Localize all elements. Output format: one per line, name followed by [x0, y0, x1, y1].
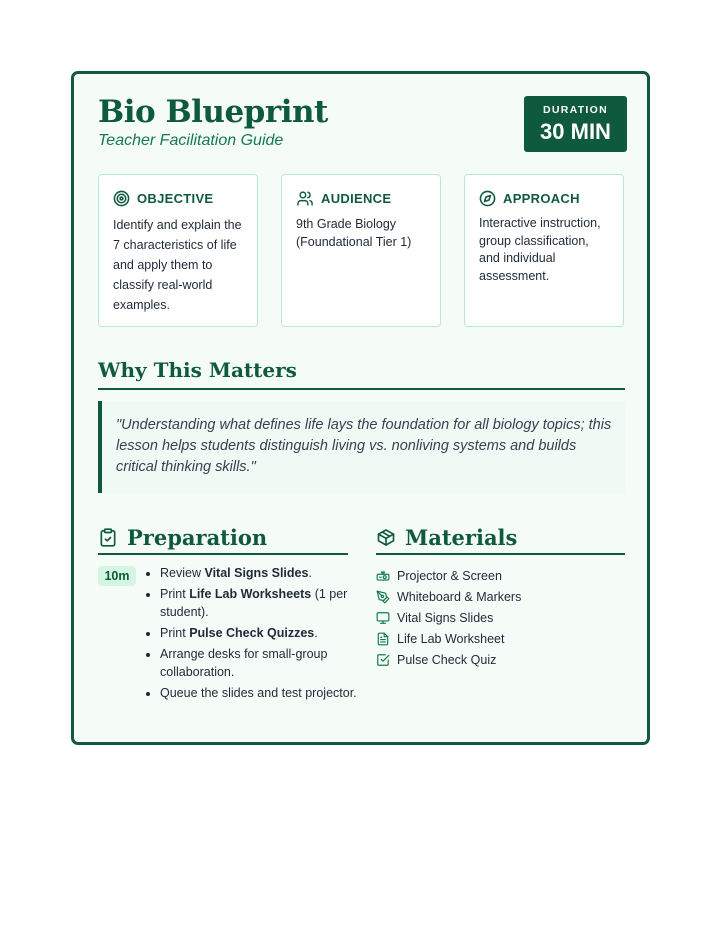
page-title: Bio Blueprint [98, 94, 328, 130]
target-icon [113, 190, 130, 207]
list-item: Pulse Check Quiz [376, 649, 521, 670]
audience-heading: AUDIENCE [321, 190, 392, 206]
checkbox-icon [376, 653, 390, 667]
projector-icon [376, 569, 390, 583]
list-item: Vital Signs Slides [376, 607, 521, 628]
objective-heading: OBJECTIVE [137, 190, 214, 206]
file-text-icon [376, 632, 390, 646]
users-icon [296, 190, 314, 207]
time-tag: 10m [98, 566, 136, 586]
duration-label: DURATION [542, 104, 609, 116]
list-item: Whiteboard & Markers [376, 586, 521, 607]
why-quote: "Understanding what defines life lays the foundation for all biology topics; this lesson helps students distinguish living vs. nonliving systems and builds critical thinking skills." [98, 401, 625, 493]
preparation-divider [98, 553, 348, 555]
materials-list [376, 565, 521, 670]
duration-value: 30 MIN [540, 119, 611, 144]
compass-icon [479, 190, 496, 207]
list-item: • Review Vital Signs Slides. [160, 564, 360, 582]
materials-heading: Materials [405, 525, 518, 550]
objective-card [98, 174, 258, 327]
approach-heading: APPROACH [503, 190, 580, 206]
list-item: • Print Pulse Check Quizzes. [160, 624, 360, 642]
why-divider [98, 388, 625, 390]
preparation-heading: Preparation [127, 525, 268, 550]
monitor-icon [376, 611, 390, 625]
duration-badge [524, 96, 627, 152]
audience-card [281, 174, 441, 327]
preparation-header [98, 525, 267, 550]
package-icon [376, 527, 396, 548]
materials-divider [376, 553, 625, 555]
list-item: Projector & Screen [376, 565, 521, 586]
pen-icon [376, 590, 390, 604]
materials-header [376, 525, 517, 550]
clipboard-check-icon [98, 527, 118, 548]
approach-text: Interactive instruction, group classification, and individual assessment. [479, 216, 601, 283]
list-item: • Arrange desks for small-group collaboration. [160, 645, 360, 681]
preparation-list [142, 564, 360, 705]
why-heading: Why This Matters [98, 358, 297, 382]
list-item: • Queue the slides and test projector. [160, 684, 360, 702]
list-item: • Print Life Lab Worksheets (1 per student). [160, 585, 360, 621]
audience-text: 9th Grade Biology (Foundational Tier 1) [296, 217, 412, 249]
list-item: Life Lab Worksheet [376, 628, 521, 649]
approach-card [464, 174, 624, 327]
objective-text: Identify and explain the 7 characteristics of life and apply them to classify real-world examples. [113, 218, 242, 312]
page-subtitle: Teacher Facilitation Guide [98, 132, 284, 149]
facilitation-guide-card [71, 71, 650, 745]
